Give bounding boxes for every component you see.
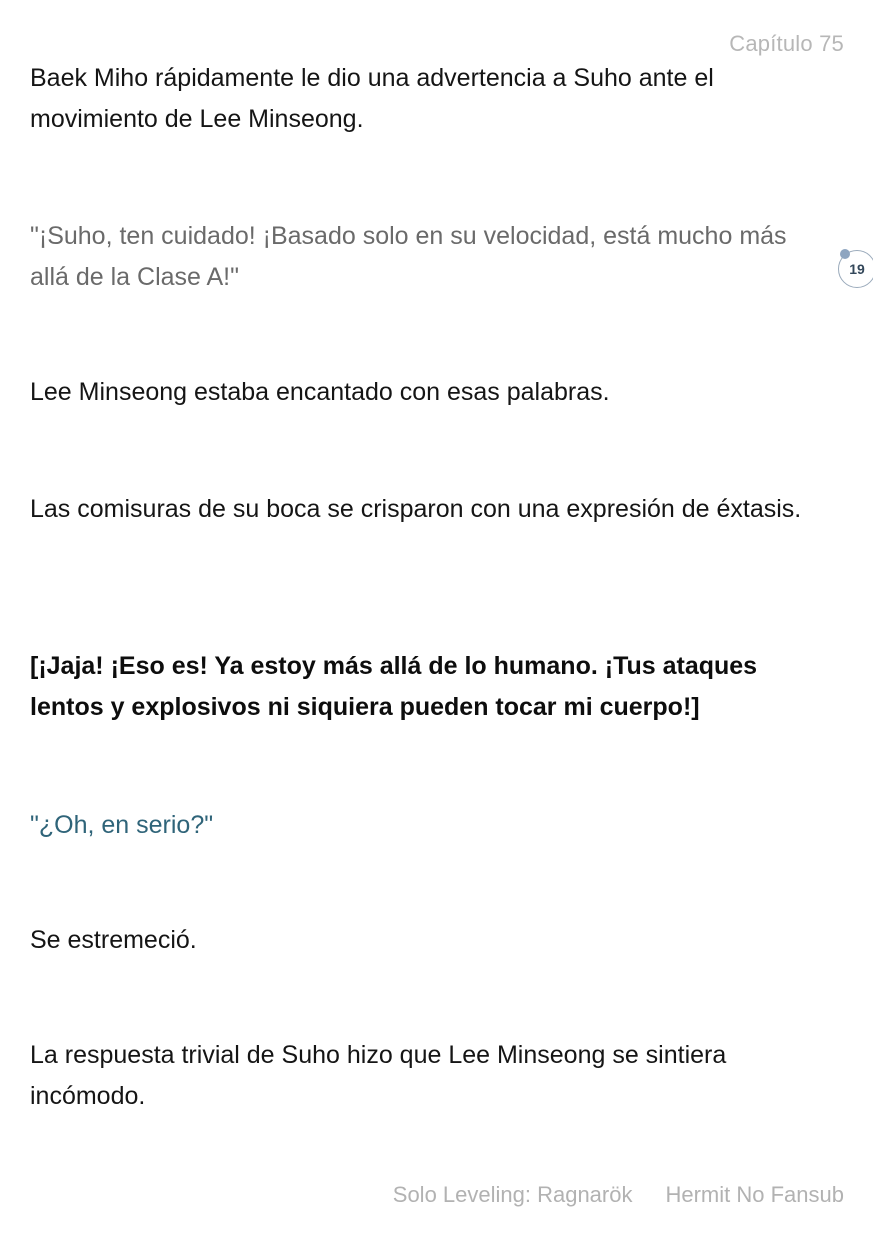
paragraph: Baek Miho rápidamente le dio una advertencia a Suho ante el movimiento de Lee Minseong.: [30, 64, 714, 133]
page-footer: [393, 1182, 844, 1208]
paragraph-dialogue-highlight: "¿Oh, en serio?": [30, 811, 214, 839]
translator-credit: Hermit No Fansub: [665, 1182, 844, 1207]
page-number-badge[interactable]: [838, 250, 873, 288]
paragraph-system-message: [¡Jaja! ¡Eso es! Ya estoy más allá de lo humano. ¡Tus ataques lentos y explosivos ni siquiera pueden tocar mi cuerpo!]: [30, 652, 758, 721]
book-title: Solo Leveling: Ragnarök: [392, 1182, 633, 1207]
paragraph-dialogue: "¡Suho, ten cuidado! ¡Basado solo en su velocidad, está mucho más allá de la Clase A!": [30, 222, 787, 291]
page-number: 19: [849, 261, 865, 277]
chapter-title: Capítulo 75: [729, 31, 844, 56]
paragraph: Se estremeció.: [30, 926, 197, 954]
paragraph: Lee Minseong estaba encantado con esas palabras.: [30, 378, 610, 406]
paragraph: La respuesta trivial de Suho hizo que Lee Minseong se sintiera incómodo.: [30, 1041, 727, 1110]
paragraph: Las comisuras de su boca se crisparon con una expresión de éxtasis.: [30, 495, 802, 523]
progress-dot-icon: [840, 249, 850, 259]
